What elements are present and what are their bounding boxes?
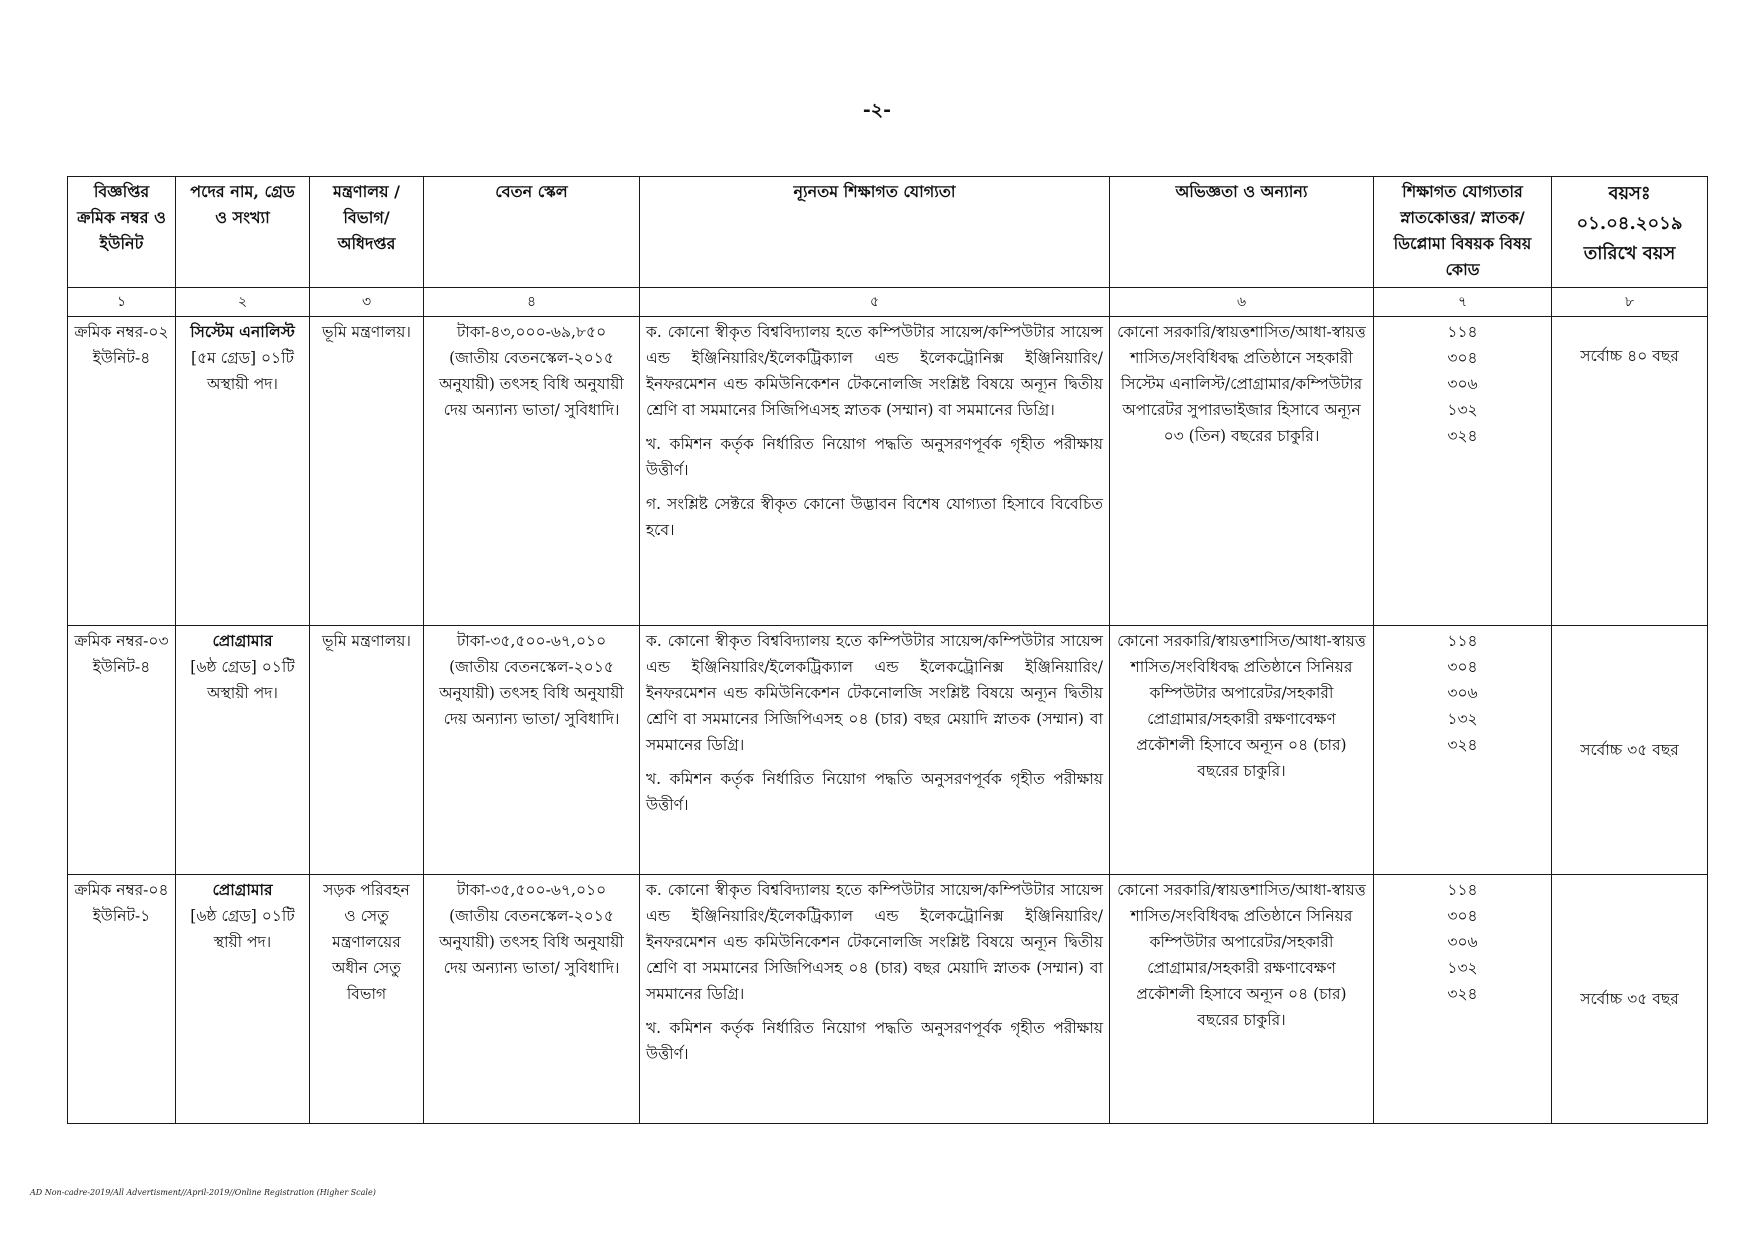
table-row [68,317,1708,626]
header-serial: বিজ্ঞপ্তির ক্রমিক নম্বর ও ইউনিট [68,177,176,288]
column-number: ২ [176,288,310,317]
pay-scale-cell: টাকা-৩৫,৫০০-৬৭,০১০ (জাতীয় বেতনস্কেল-২০১৫ অনুযায়ী) তৎসহ বিধি অনুযায়ী দেয় অন্যান্য ভাতা/ সুবিধাদি। [424,875,640,1124]
post-cell [176,875,310,1124]
header-row [68,177,1708,288]
subject-code: ১১৪ [1447,632,1478,650]
subject-code-cell [1374,626,1552,875]
header-pay-scale: বেতন স্কেল [424,177,640,288]
subject-code-cell [1374,317,1552,626]
post-cell [176,317,310,626]
age-cell: সর্বোচ্চ ৪০ বছর [1552,317,1708,626]
pay-scale-cell: টাকা-৪৩,০০০-৬৯,৮৫০ (জাতীয় বেতনস্কেল-২০১৫ অনুযায়ী) তৎসহ বিধি অনুযায়ী দেয় অন্যান্য ভাতা/ সুবিধাদি। [424,317,640,626]
header-ministry: মন্ত্রণালয় /বিভাগ/ অধিদপ্তর [310,177,424,288]
qualification-cell [640,317,1110,626]
pay-scale-cell: টাকা-৩৫,৫০০-৬৭,০১০ (জাতীয় বেতনস্কেল-২০১৫ অনুযায়ী) তৎসহ বিধি অনুযায়ী দেয় অন্যান্য ভাতা/ সুবিধাদি। [424,626,640,875]
qualification-item: খ. কমিশন কর্তৃক নির্ধারিত নিয়োগ পদ্ধতি অনুসরণপূর্বক গৃহীত পরীক্ষায় উত্তীর্ণ। [646,770,1103,814]
column-number: ৮ [1552,288,1708,317]
post-title: প্রোগ্রামার [212,631,273,650]
qualification-cell [640,626,1110,875]
subject-code: ৩২৪ [1447,427,1478,445]
ministry-cell: সড়ক পরিবহন ও সেতু মন্ত্রণালয়ের অধীন সেতু বিভাগ [310,875,424,1124]
post-detail: [৬ষ্ঠ গ্রেড] ০১টি স্থায়ী পদ। [190,907,295,951]
post-title: প্রোগ্রামার [212,880,273,899]
column-number-row [68,288,1708,317]
experience-cell: কোনো সরকারি/স্বায়ত্তশাসিত/আধা-স্বায়ত্ত শাসিত/সংবিধিবদ্ধ প্রতিষ্ঠানে সিনিয়র কম্পিউটার অপারেটর/সহকারী প্রোগ্রামার/সহকারী রক্ষণাবেক্ষণ প্রকৌশলী হিসাবে অন্যূন ০৪ (চার) বছরের চাকুরি। [1110,875,1374,1124]
column-number: ১ [68,288,176,317]
qualification-cell [640,875,1110,1124]
age-cell: সর্বোচ্চ ৩৫ বছর [1552,626,1708,875]
column-number: ৩ [310,288,424,317]
subject-code: ৩০৬ [1447,375,1478,393]
header-subject-code: শিক্ষাগত যোগ্যতার স্নাতকোত্তর/ স্নাতক/ডিপ্লোমা বিষয়ক বিষয় কোড [1374,177,1552,288]
subject-code: ১৩২ [1447,401,1478,419]
subject-code: ৩০৬ [1447,684,1478,702]
header-post: পদের নাম, গ্রেড ও সংখ্যা [176,177,310,288]
subject-code-cell [1374,875,1552,1124]
recruitment-table [67,176,1708,1124]
header-experience: অভিজ্ঞতা ও অন্যান্য [1110,177,1374,288]
subject-code: ১৩২ [1447,710,1478,728]
experience-cell: কোনো সরকারি/স্বায়ত্তশাসিত/আধা-স্বায়ত্ত শাসিত/সংবিধিবদ্ধ প্রতিষ্ঠানে সহকারী সিস্টেম এনালিস্ট/প্রোগ্রামার/কম্পিউটার অপারেটর সুপারভাইজার হিসাবে অন্যূন ০৩ (তিন) বছরের চাকুরি। [1110,317,1374,626]
ministry-cell: ভূমি মন্ত্রণালয়। [310,626,424,875]
qualification-item: খ. কমিশন কর্তৃক নির্ধারিত নিয়োগ পদ্ধতি অনুসরণপূর্বক গৃহীত পরীক্ষায় উত্তীর্ণ। [646,435,1103,479]
serial-cell: ক্রমিক নম্বর-০৪ ইউনিট-১ [68,875,176,1124]
subject-code: ১১৪ [1447,881,1478,899]
serial-cell: ক্রমিক নম্বর-০২ ইউনিট-৪ [68,317,176,626]
subject-code: ৩০৪ [1447,349,1478,367]
table-row [68,875,1708,1124]
age-cell: সর্বোচ্চ ৩৫ বছর [1552,875,1708,1124]
subject-code: ১৩২ [1447,959,1478,977]
header-age: বয়সঃ ০১.০৪.২০১৯ তারিখে বয়স [1552,177,1708,288]
table-row [68,626,1708,875]
footer-file-path: AD Non-cadre-2019/All Advertisment//April-2019//Online Registration (Higher Scale) [30,1188,376,1197]
subject-code: ১১৪ [1447,323,1478,341]
page-number: -২- [862,99,892,121]
subject-code: ৩০৪ [1447,907,1478,925]
column-number: ৬ [1110,288,1374,317]
qualification-item: ক. কোনো স্বীকৃত বিশ্ববিদ্যালয় হতে কম্পিউটার সায়েন্স/কম্পিউটার সায়েন্স এন্ড ইঞ্জিনিয়ারিং/ইলেকট্রিক্যাল এন্ড ইলেকট্রোনিক্স ইঞ্জিনিয়ারিং/ইনফরমেশন এন্ড কমিউনিকেশন টেকনোলজি সংশ্লিষ্ট বিষয়ে অন্যূন দ্বিতীয় শ্রেণি বা সমমানের সিজিপিএসহ ০৪ (চার) বছর মেয়াদি স্নাতক (সম্মান) বা সমমানের ডিগ্রি। [646,632,1103,754]
subject-code: ৩২৪ [1447,736,1478,754]
post-detail: [৫ম গ্রেড] ০১টি অস্থায়ী পদ। [191,349,294,393]
subject-code: ৩০৬ [1447,933,1478,951]
qualification-item: ক. কোনো স্বীকৃত বিশ্ববিদ্যালয় হতে কম্পিউটার সায়েন্স/কম্পিউটার সায়েন্স এন্ড ইঞ্জিনিয়ারিং/ইলেকট্রিক্যাল এন্ড ইলেকট্রোনিক্স ইঞ্জিনিয়ারিং/ইনফরমেশন এন্ড কমিউনিকেশন টেকনোলজি সংশ্লিষ্ট বিষয়ে অন্যূন দ্বিতীয় শ্রেণি বা সমমানের সিজিপিএসহ ০৪ (চার) বছর মেয়াদি স্নাতক (সম্মান) বা সমমানের ডিগ্রি। [646,881,1103,1003]
ministry-cell: ভূমি মন্ত্রণালয়। [310,317,424,626]
serial-cell: ক্রমিক নম্বর-০৩ ইউনিট-৪ [68,626,176,875]
subject-code: ৩০৪ [1447,658,1478,676]
column-number: ৪ [424,288,640,317]
post-title: সিস্টেম এনালিস্ট [190,322,295,341]
subject-code: ৩২৪ [1447,985,1478,1003]
experience-cell: কোনো সরকারি/স্বায়ত্তশাসিত/আধা-স্বায়ত্ত শাসিত/সংবিধিবদ্ধ প্রতিষ্ঠানে সিনিয়র কম্পিউটার অপারেটর/সহকারী প্রোগ্রামার/সহকারী রক্ষণাবেক্ষণ প্রকৌশলী হিসাবে অন্যূন ০৪ (চার) বছরের চাকুরি। [1110,626,1374,875]
header-qualification: ন্যূনতম শিক্ষাগত যোগ্যতা [640,177,1110,288]
qualification-item: খ. কমিশন কর্তৃক নির্ধারিত নিয়োগ পদ্ধতি অনুসরণপূর্বক গৃহীত পরীক্ষায় উত্তীর্ণ। [646,1019,1103,1063]
column-number: ৫ [640,288,1110,317]
qualification-item: গ. সংশ্লিষ্ট সেক্টরে স্বীকৃত কোনো উদ্ভাবন বিশেষ যোগ্যতা হিসাবে বিবেচিত হবে। [646,495,1103,539]
post-cell [176,626,310,875]
column-number: ৭ [1374,288,1552,317]
qualification-item: ক. কোনো স্বীকৃত বিশ্ববিদ্যালয় হতে কম্পিউটার সায়েন্স/কম্পিউটার সায়েন্স এন্ড ইঞ্জিনিয়ারিং/ইলেকট্রিক্যাল এন্ড ইলেকট্রোনিক্স ইঞ্জিনিয়ারিং/ইনফরমেশন এন্ড কমিউনিকেশন টেকনোলজি সংশ্লিষ্ট বিষয়ে অন্যূন দ্বিতীয় শ্রেণি বা সমমানের সিজিপিএসহ স্নাতক (সম্মান) বা সমমানের ডিগ্রি। [646,323,1103,419]
post-detail: [৬ষ্ঠ গ্রেড] ০১টি অস্থায়ী পদ। [190,658,295,702]
